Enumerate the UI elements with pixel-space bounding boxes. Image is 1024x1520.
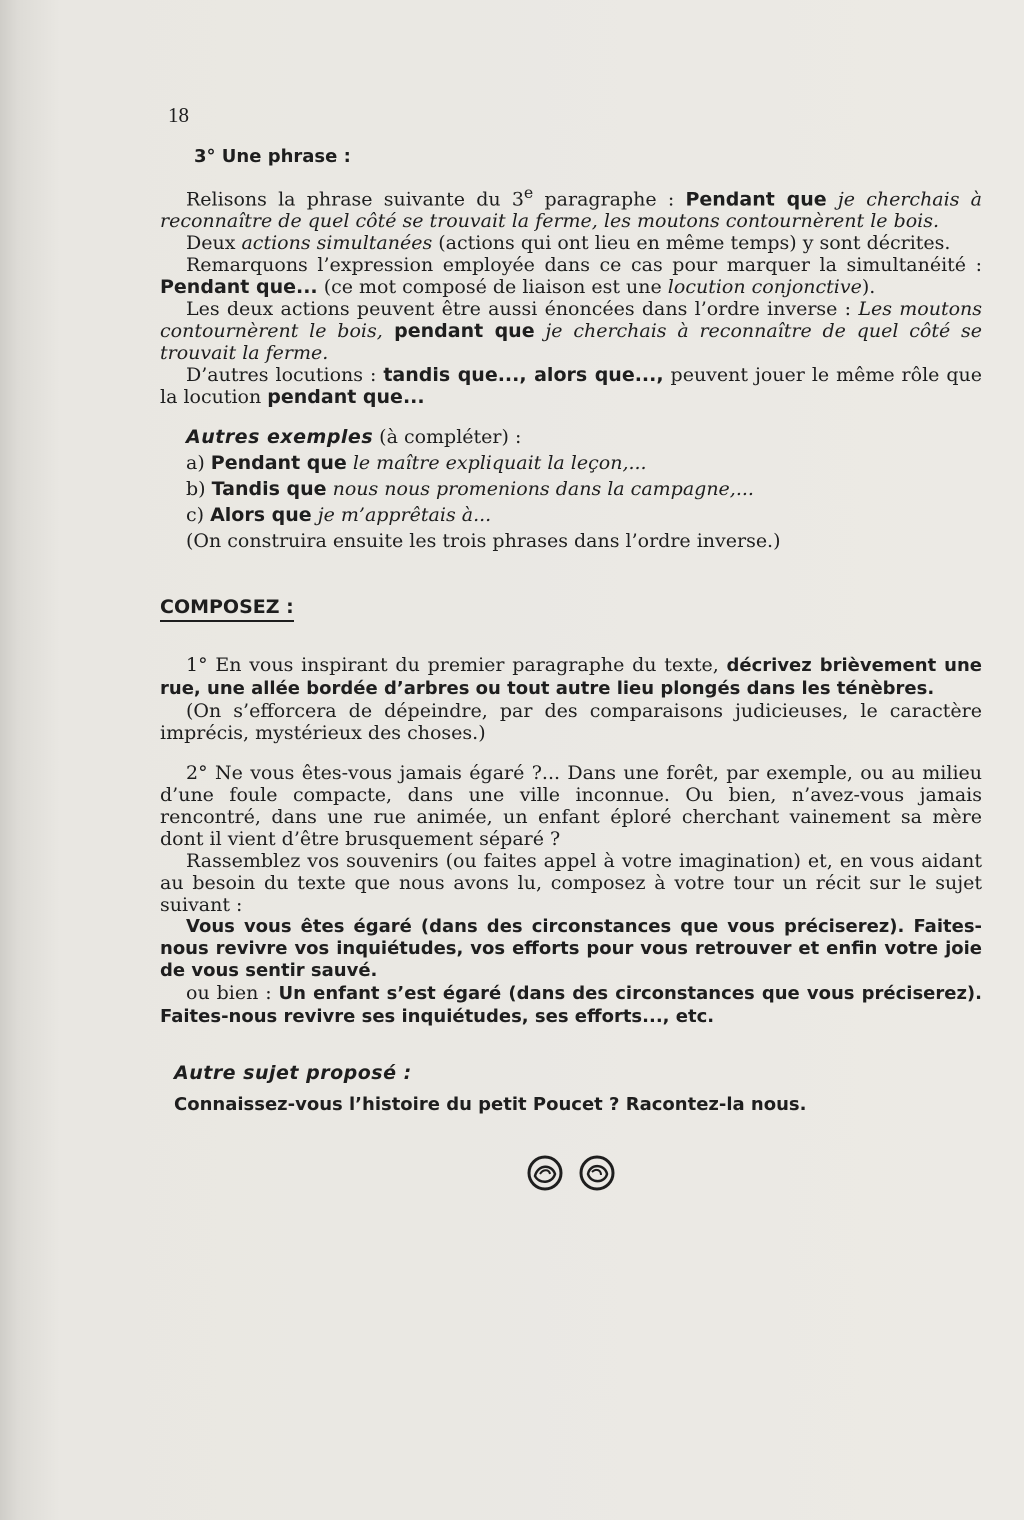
other-subject-label: Autre sujet proposé : — [174, 1062, 412, 1085]
end-ornament — [160, 1154, 982, 1192]
paragraph-autres-locutions: D’autres locutions : tandis que..., alors que..., peuvent jouer le même rôle que la locution pendant que... — [160, 364, 982, 409]
page-number: 18 — [168, 103, 189, 127]
paragraph-deux-actions: Deux actions simultanées (actions qui ont lieu en même temps) y sont décrites. — [186, 232, 951, 255]
rose-ornament-icon — [578, 1154, 616, 1192]
compose-subject-2-topic-b: ou bien : Un enfant s’est égaré (dans des circonstances que vous préciserez). Faites-nous revivre ses inquiétudes, ses efforts..., etc. — [160, 982, 982, 1028]
compose-subject-2-topic-a: Vous vous êtes égaré (dans des circonstances que vous préciserez). Faites-nous revivre vos inquiétudes, vos efforts pour vous retrouver et enfin votre joie de vous sentir sauvé. — [160, 916, 982, 982]
compose-subject-2-instructions: Rassemblez vos souvenirs (ou faites appel à votre imagination) et, en vous aidant au besoin du texte que nous avons lu, composez à votre tour un récit sur le sujet suivant : — [160, 850, 982, 917]
examples-heading: Autres exemples (à compléter) : — [186, 426, 522, 449]
compose-subject-2-intro: 2° Ne vous êtes-vous jamais égaré ?... Dans une forêt, par exemple, ou au milieu d’une foule compacte, dans une ville inconnue. Ou bien, n’avez-vous jamais rencontré, dans une rue animée, un enfant éploré cherchant vainement sa mère dont il vient d’être brusquement séparé ? — [160, 762, 982, 851]
compose-heading: COMPOSEZ : — [160, 596, 294, 622]
example-item-b: b) Tandis que nous nous promenions dans la campagne,... — [186, 478, 754, 501]
example-item-a: a) Pendant que le maître expliquait la leçon,... — [186, 452, 647, 475]
example-item-c: c) Alors que je m’apprêtais à... — [186, 504, 492, 527]
paragraph-ordre-inverse: Les deux actions peuvent être aussi énoncées dans l’ordre inverse : Les moutons contournèrent le bois, pendant que je cherchais à reconnaître de quel côté se trouvait la ferme. — [160, 298, 983, 365]
examples-closing-note: (On construira ensuite les trois phrases dans l’ordre inverse.) — [186, 530, 781, 553]
section-heading-une-phrase: 3° Une phrase : — [194, 146, 351, 167]
compose-subject-1: 1° En vous inspirant du premier paragraphe du texte, décrivez brièvement une rue, une allée bordée d’arbres ou tout autre lieu plongés dans les ténèbres. — [160, 654, 982, 700]
compose-subject-1-note: (On s’efforcera de dépeindre, par des comparaisons judicieuses, le caractère imprécis, mystérieux des choses.) — [160, 700, 982, 745]
other-subject-text: Connaissez-vous l’histoire du petit Poucet ? Racontez-la nous. — [174, 1094, 807, 1116]
paragraph-relisons: Relisons la phrase suivante du 3e paragraphe : Pendant que je cherchais à reconnaître de quel côté se trouvait la ferme, les moutons contournèrent le bois. — [160, 183, 983, 233]
paragraph-remarquons: Remarquons l’expression employée dans ce cas pour marquer la simultanéité : Pendant que... (ce mot composé de liaison est une locution conjonctive). — [160, 254, 982, 299]
page-content — [160, 104, 982, 1192]
rose-ornament-icon — [526, 1154, 564, 1192]
